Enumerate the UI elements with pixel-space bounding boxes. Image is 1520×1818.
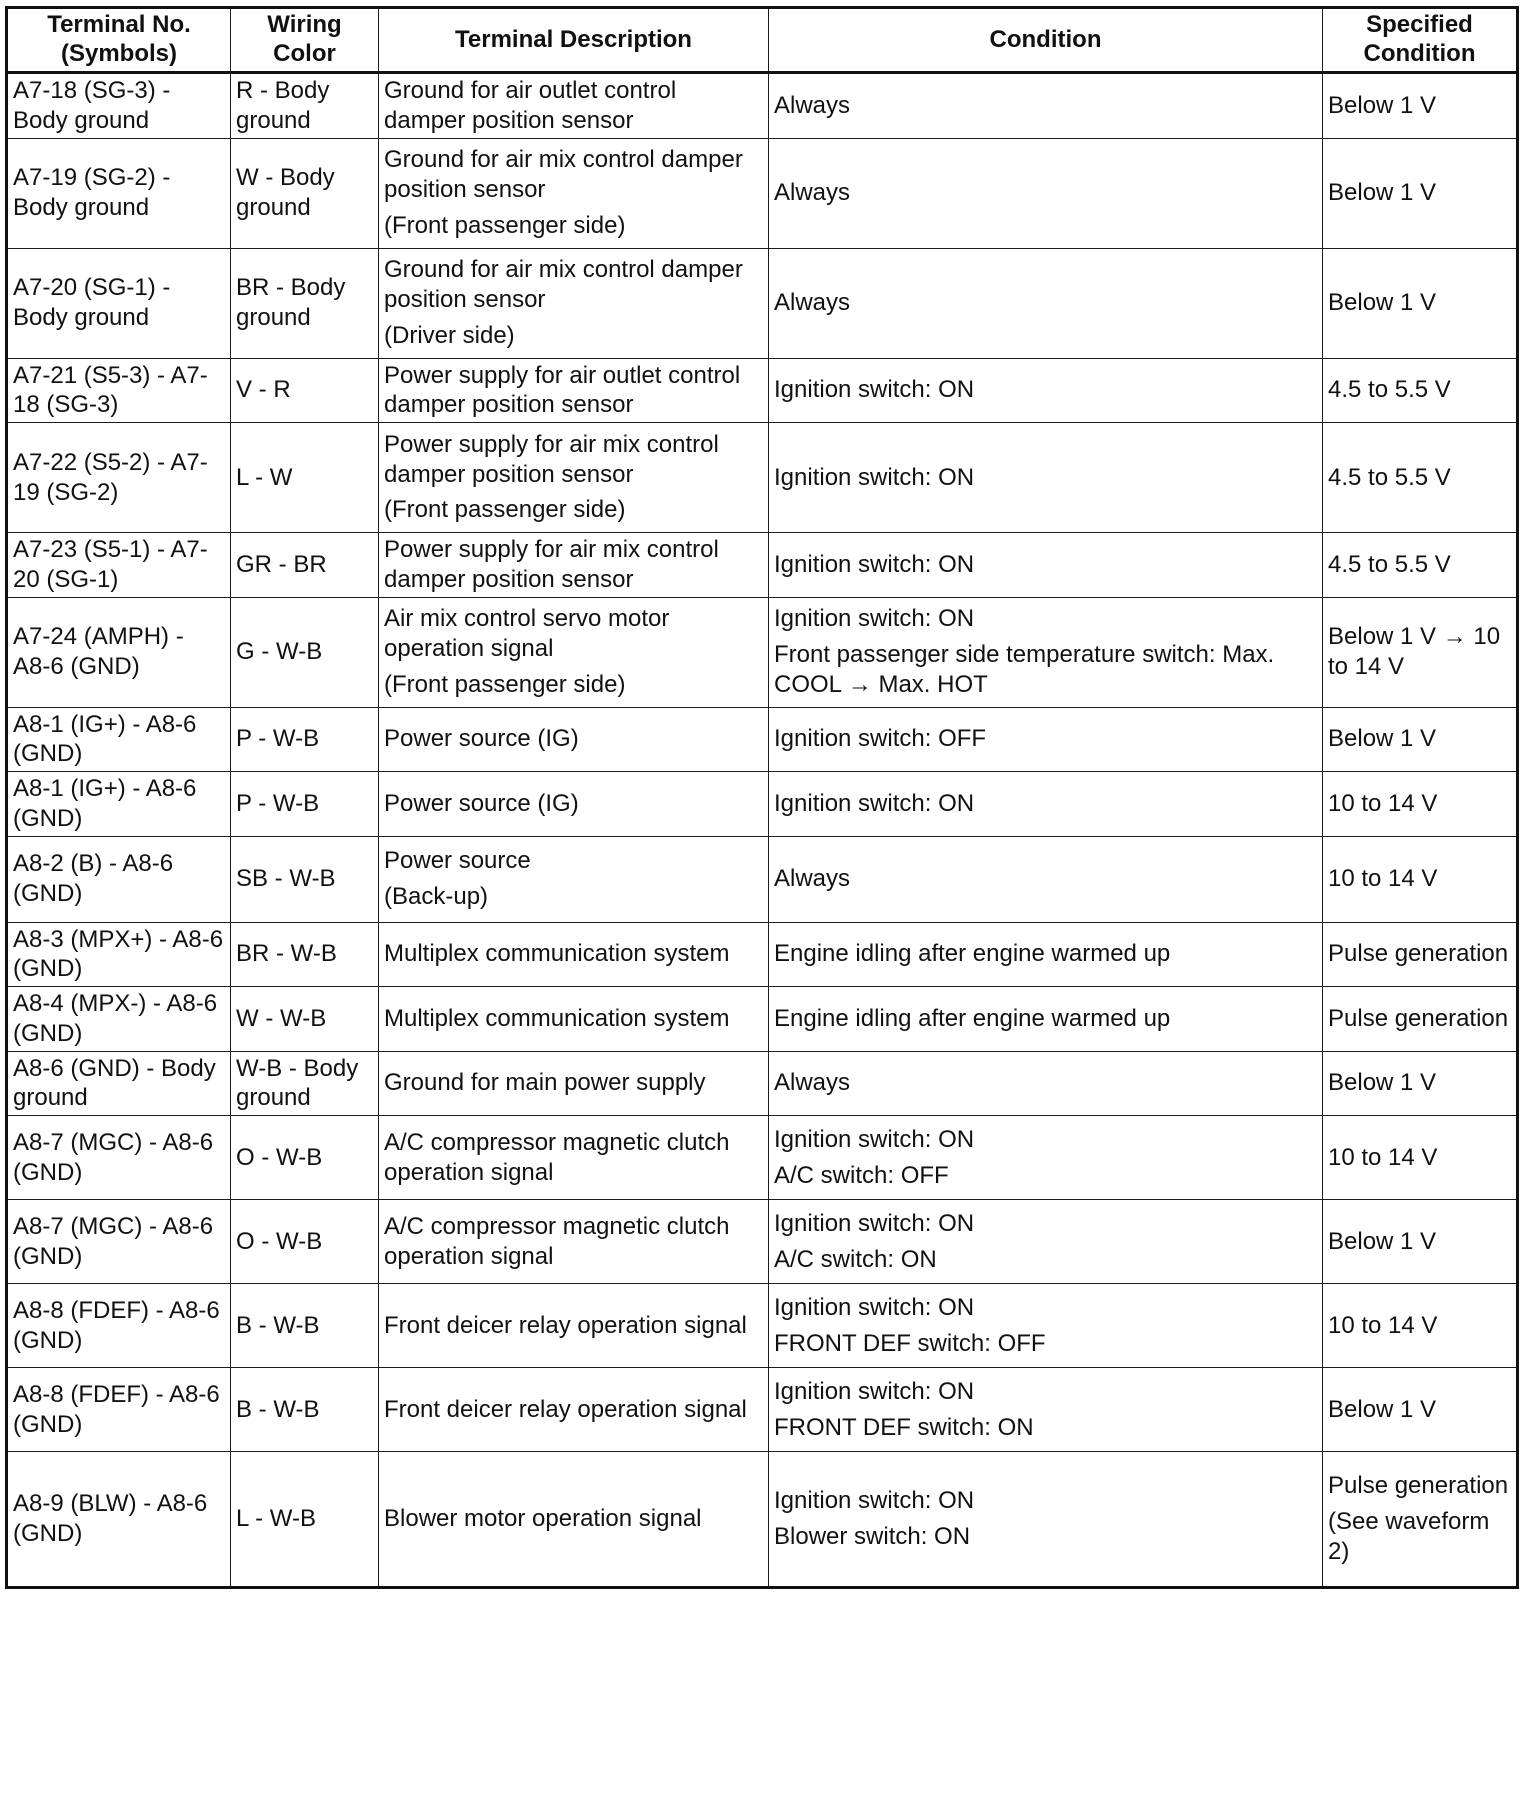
description-cell: [379, 1051, 769, 1116]
description-cell: [379, 423, 769, 533]
specified-cell: [1323, 1452, 1518, 1588]
terminal-cell: A8-8 (FDEF) - A8-6 (GND): [7, 1284, 231, 1368]
condition-cell: [769, 533, 1323, 598]
description-cell-line: (Front passenger side): [384, 670, 626, 698]
specified-cell: [1323, 358, 1518, 423]
condition-cell-line: Ignition switch: ON: [774, 605, 975, 633]
description-cell: [379, 597, 769, 707]
table-row: [7, 73, 1518, 139]
specified-cell-line: Below 1 V: [1328, 1227, 1437, 1255]
condition-cell-line: Ignition switch: ON: [774, 1209, 975, 1237]
condition-cell: [769, 836, 1323, 922]
condition-cell-line: Front passenger side temperature switch: Max. COOL → Max. HOT: [774, 641, 1275, 698]
specified-cell: [1323, 423, 1518, 533]
description-cell: [379, 1116, 769, 1200]
terminal-cell: A8-7 (MGC) - A8-6 (GND): [7, 1116, 231, 1200]
wiring-color-cell: W - W-B: [231, 987, 379, 1052]
specified-cell: [1323, 1116, 1518, 1200]
table-header: [7, 8, 1518, 73]
condition-cell-line: FRONT DEF switch: ON: [774, 1413, 1034, 1441]
specified-cell-line: Pulse generation: [1328, 1472, 1509, 1500]
specified-cell-line: 10 to 14 V: [1328, 1143, 1438, 1171]
description-cell-line: Ground for air mix control damper position sensor: [384, 256, 743, 314]
condition-cell: [769, 987, 1323, 1052]
wiring-color-cell: P - W-B: [231, 772, 379, 837]
description-cell-line: Ground for main power supply: [384, 1069, 706, 1097]
wiring-color-cell: SB - W-B: [231, 836, 379, 922]
description-cell-line: (Front passenger side): [384, 496, 626, 524]
description-cell-line: Power source (IG): [384, 789, 579, 817]
wiring-color-cell: G - W-B: [231, 597, 379, 707]
condition-cell-line: Engine idling after engine warmed up: [774, 940, 1171, 968]
description-cell-line: Power supply for air mix control damper position sensor: [384, 536, 719, 593]
wiring-color-cell: W - Body ground: [231, 138, 379, 248]
condition-cell: [769, 248, 1323, 358]
description-cell-line: A/C compressor magnetic clutch operation signal: [384, 1128, 730, 1186]
wiring-color-cell: BR - W-B: [231, 922, 379, 987]
description-cell: [379, 1284, 769, 1368]
description-cell-line: (Driver side): [384, 321, 515, 349]
condition-cell-line: Always: [774, 179, 851, 207]
specified-cell: [1323, 597, 1518, 707]
table-row: [7, 533, 1518, 598]
specified-cell-line: 4.5 to 5.5 V: [1328, 463, 1451, 491]
condition-cell-line: Blower switch: ON: [774, 1523, 971, 1550]
table-row: [7, 1368, 1518, 1452]
description-cell: [379, 248, 769, 358]
terminal-cell: A7-21 (S5-3) - A7-18 (SG-3): [7, 358, 231, 423]
wiring-color-cell: O - W-B: [231, 1200, 379, 1284]
wiring-color-cell: P - W-B: [231, 707, 379, 772]
table-row: [7, 836, 1518, 922]
description-cell-line: Ground for air mix control damper position sensor: [384, 146, 743, 204]
table-row: [7, 1200, 1518, 1284]
condition-cell-line: Always: [774, 1069, 851, 1097]
terminal-cell: A8-1 (IG+) - A8-6 (GND): [7, 772, 231, 837]
specified-cell: [1323, 1284, 1518, 1368]
specified-cell-line: Below 1 V → 10 to 14 V: [1328, 623, 1501, 680]
table-row: [7, 138, 1518, 248]
description-cell-line: A/C compressor magnetic clutch operation signal: [384, 1212, 730, 1270]
condition-cell-line: Ignition switch: ON: [774, 550, 975, 578]
condition-cell: [769, 1116, 1323, 1200]
wiring-color-cell: GR - BR: [231, 533, 379, 598]
header-terminal: Terminal No. (Symbols): [7, 8, 231, 73]
header-terminal-description: Terminal Description: [379, 8, 769, 73]
specified-cell: [1323, 772, 1518, 837]
description-cell: [379, 533, 769, 598]
specified-cell-line: (See waveform 2): [1328, 1508, 1490, 1565]
terminal-cell: A7-19 (SG-2) - Body ground: [7, 138, 231, 248]
wiring-color-cell: BR - Body ground: [231, 248, 379, 358]
condition-cell-line: Ignition switch: ON: [774, 1125, 975, 1153]
table-row: [7, 248, 1518, 358]
specified-cell: [1323, 987, 1518, 1052]
table-row: [7, 1452, 1518, 1588]
specified-cell-line: 10 to 14 V: [1328, 1311, 1438, 1339]
table-row: [7, 772, 1518, 837]
condition-cell: [769, 423, 1323, 533]
description-cell-line: Power source: [384, 847, 531, 875]
terminal-cell: A8-3 (MPX+) - A8-6 (GND): [7, 922, 231, 987]
terminal-cell: A8-4 (MPX-) - A8-6 (GND): [7, 987, 231, 1052]
condition-cell: [769, 1051, 1323, 1116]
terminal-spec-table: [5, 6, 1519, 1589]
wiring-color-cell: O - W-B: [231, 1116, 379, 1200]
specified-cell: [1323, 1368, 1518, 1452]
terminal-cell: A8-1 (IG+) - A8-6 (GND): [7, 707, 231, 772]
specified-cell-line: Below 1 V: [1328, 289, 1437, 317]
condition-cell-line: Ignition switch: ON: [774, 463, 975, 491]
table-row: [7, 707, 1518, 772]
condition-cell: [769, 707, 1323, 772]
condition-cell-line: Engine idling after engine warmed up: [774, 1004, 1171, 1032]
description-cell-line: (Front passenger side): [384, 211, 626, 239]
condition-cell: [769, 922, 1323, 987]
condition-cell: [769, 1452, 1323, 1588]
terminal-cell: A8-9 (BLW) - A8-6 (GND): [7, 1452, 231, 1588]
wiring-color-cell: L - W: [231, 423, 379, 533]
condition-cell-line: A/C switch: ON: [774, 1245, 937, 1273]
condition-cell: [769, 1284, 1323, 1368]
condition-cell-line: Ignition switch: ON: [774, 376, 975, 404]
header-condition: Condition: [769, 8, 1323, 73]
specified-cell: [1323, 836, 1518, 922]
specified-cell: [1323, 248, 1518, 358]
table-row: [7, 597, 1518, 707]
specified-cell-line: 4.5 to 5.5 V: [1328, 376, 1451, 404]
condition-cell: [769, 597, 1323, 707]
terminal-cell: A8-8 (FDEF) - A8-6 (GND): [7, 1368, 231, 1452]
condition-cell-line: Ignition switch: OFF: [774, 725, 987, 753]
description-cell-line: Power supply for air outlet control damper position sensor: [384, 361, 741, 419]
specified-cell-line: 10 to 14 V: [1328, 789, 1438, 817]
specified-cell-line: 10 to 14 V: [1328, 865, 1438, 893]
specified-cell-line: 4.5 to 5.5 V: [1328, 550, 1451, 578]
specified-cell: [1323, 707, 1518, 772]
description-cell-line: Multiplex communication system: [384, 1004, 730, 1032]
table-row: [7, 922, 1518, 987]
description-cell-line: Air mix control servo motor operation signal: [384, 605, 670, 663]
terminal-cell: A7-22 (S5-2) - A7-19 (SG-2): [7, 423, 231, 533]
table-row: [7, 358, 1518, 423]
description-cell-line: (Back-up): [384, 883, 489, 910]
description-cell: [379, 772, 769, 837]
condition-cell: [769, 772, 1323, 837]
specified-cell-line: Below 1 V: [1328, 1395, 1437, 1423]
table-row: [7, 1051, 1518, 1116]
description-cell: [379, 358, 769, 423]
specified-cell-line: Below 1 V: [1328, 725, 1437, 753]
specified-cell-line: Below 1 V: [1328, 91, 1437, 119]
specified-cell: [1323, 73, 1518, 139]
table-row: [7, 1284, 1518, 1368]
description-cell-line: Front deicer relay operation signal: [384, 1395, 747, 1423]
specified-cell: [1323, 1200, 1518, 1284]
description-cell: [379, 836, 769, 922]
terminal-cell: A8-7 (MGC) - A8-6 (GND): [7, 1200, 231, 1284]
specified-cell: [1323, 922, 1518, 987]
terminal-cell: A8-6 (GND) - Body ground: [7, 1051, 231, 1116]
condition-cell: [769, 358, 1323, 423]
description-cell-line: Ground for air outlet control damper position sensor: [384, 77, 677, 134]
terminal-cell: A7-20 (SG-1) - Body ground: [7, 248, 231, 358]
terminal-cell: A7-24 (AMPH) - A8-6 (GND): [7, 597, 231, 707]
description-cell: [379, 1452, 769, 1588]
header-row: [7, 8, 1518, 73]
wiring-color-cell: V - R: [231, 358, 379, 423]
specified-cell-line: Below 1 V: [1328, 1069, 1437, 1097]
specified-cell-line: Below 1 V: [1328, 179, 1437, 207]
description-cell: [379, 707, 769, 772]
condition-cell: [769, 73, 1323, 139]
specified-cell-line: Pulse generation: [1328, 940, 1509, 968]
specified-cell: [1323, 138, 1518, 248]
condition-cell-line: A/C switch: OFF: [774, 1161, 949, 1189]
specified-cell: [1323, 1051, 1518, 1116]
condition-cell: [769, 138, 1323, 248]
wiring-color-cell: B - W-B: [231, 1284, 379, 1368]
condition-cell-line: Always: [774, 865, 851, 893]
condition-cell: [769, 1368, 1323, 1452]
condition-cell-line: Always: [774, 91, 851, 119]
condition-cell-line: Ignition switch: ON: [774, 1293, 975, 1321]
description-cell-line: Power source (IG): [384, 725, 579, 753]
header-specified-condition: Specified Condition: [1323, 8, 1518, 73]
terminal-cell: A7-18 (SG-3) - Body ground: [7, 73, 231, 139]
wiring-color-cell: B - W-B: [231, 1368, 379, 1452]
description-cell-line: Blower motor operation signal: [384, 1505, 702, 1533]
description-cell-line: Front deicer relay operation signal: [384, 1311, 747, 1339]
description-cell: [379, 73, 769, 139]
wiring-color-cell: L - W-B: [231, 1452, 379, 1588]
table-row: [7, 987, 1518, 1052]
specified-cell-line: Pulse generation: [1328, 1004, 1509, 1032]
specified-cell: [1323, 533, 1518, 598]
terminal-cell: A7-23 (S5-1) - A7-20 (SG-1): [7, 533, 231, 598]
condition-cell-line: Ignition switch: ON: [774, 789, 975, 817]
table-row: [7, 423, 1518, 533]
table-row: [7, 1116, 1518, 1200]
description-cell-line: Multiplex communication system: [384, 940, 730, 968]
description-cell: [379, 1200, 769, 1284]
terminal-cell: A8-2 (B) - A8-6 (GND): [7, 836, 231, 922]
description-cell: [379, 922, 769, 987]
wiring-color-cell: R - Body ground: [231, 73, 379, 139]
description-cell: [379, 987, 769, 1052]
header-wiring-color: Wiring Color: [231, 8, 379, 73]
condition-cell: [769, 1200, 1323, 1284]
condition-cell-line: FRONT DEF switch: OFF: [774, 1329, 1046, 1357]
description-cell-line: Power supply for air mix control damper position sensor: [384, 430, 719, 488]
wiring-color-cell: W-B - Body ground: [231, 1051, 379, 1116]
condition-cell-line: Always: [774, 289, 851, 317]
table-body: [7, 73, 1518, 1588]
condition-cell-line: Ignition switch: ON: [774, 1487, 975, 1515]
condition-cell-line: Ignition switch: ON: [774, 1377, 975, 1405]
description-cell: [379, 1368, 769, 1452]
description-cell: [379, 138, 769, 248]
